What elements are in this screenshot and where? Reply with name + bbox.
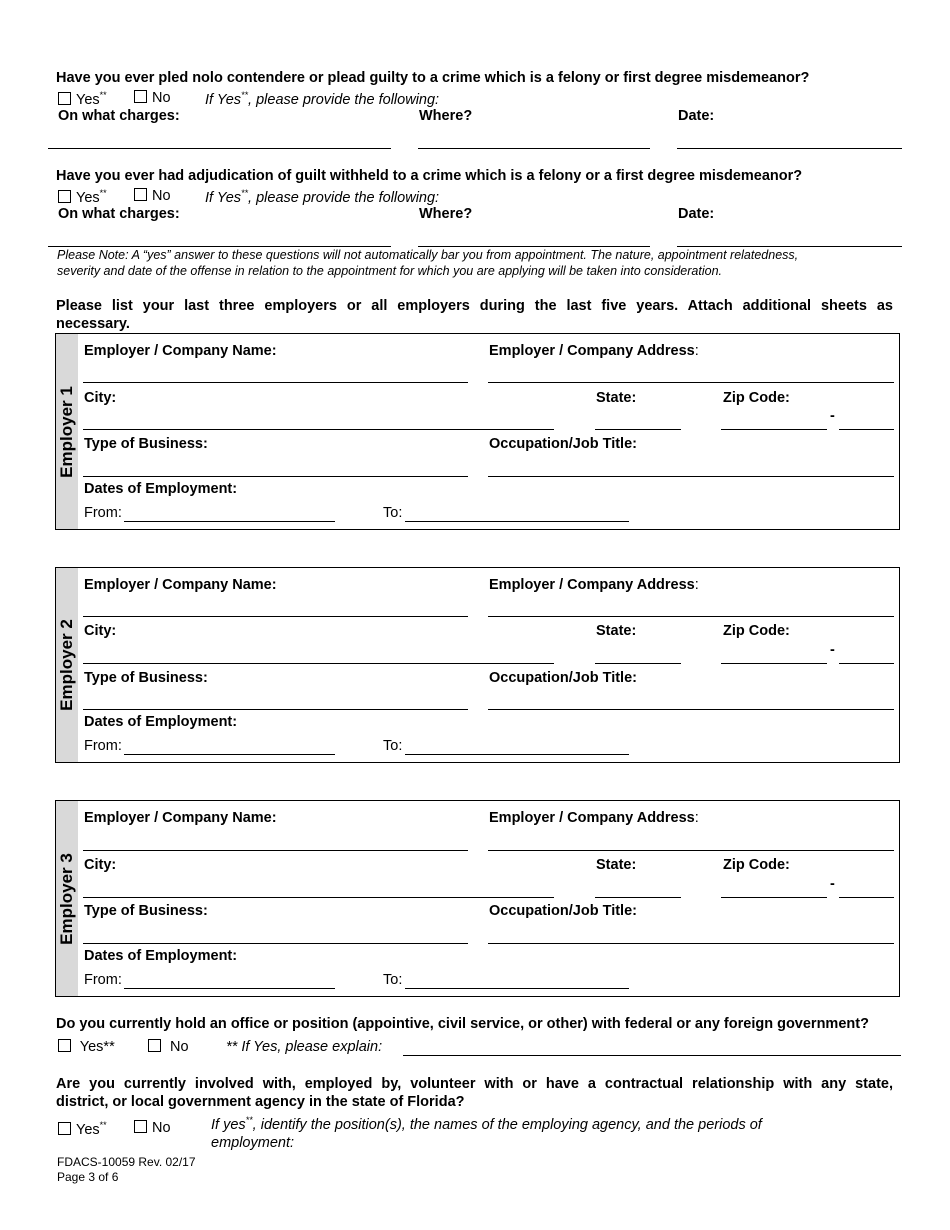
question-government-office: Do you currently hold an office or position (appointive, civil service, or other) with federal or any foreign government?: [56, 1016, 869, 1032]
q1-charges-line[interactable]: [48, 148, 391, 149]
employer-3-zip-line[interactable]: [721, 897, 827, 898]
q1-date-line[interactable]: [677, 148, 902, 149]
q4-yes-checkbox[interactable]: [58, 1122, 71, 1135]
q3-no-option[interactable]: [148, 1039, 189, 1055]
employer-3-from-line[interactable]: [124, 988, 335, 989]
employer-1-zip-line[interactable]: [721, 429, 827, 430]
employer-2-zip-line[interactable]: [721, 663, 827, 664]
q2-if-yes-mark: **: [241, 188, 249, 198]
q1-no-option[interactable]: [134, 90, 171, 106]
employer-1-address-colon: :: [694, 343, 699, 359]
employer-3-state-line[interactable]: [595, 897, 681, 898]
employers-instructions: [56, 297, 893, 333]
q2-if-yes-instruction: [205, 188, 439, 206]
q2-yes-checkbox[interactable]: [58, 190, 71, 203]
employer-1-to-line[interactable]: [405, 521, 629, 522]
q3-yes-label: Yes**: [79, 1039, 115, 1055]
employer-2-company-address-text: Employer / Company Address: [489, 577, 695, 593]
q2-where-label: Where?: [419, 206, 473, 222]
employer-1-company-name-line[interactable]: [83, 382, 468, 383]
employer-1-company-address-text: Employer / Company Address: [489, 343, 695, 359]
employer-1-section: [55, 333, 900, 530]
q1-yes-checkbox[interactable]: [58, 92, 71, 105]
employer-3-company-address-text: Employer / Company Address: [489, 810, 695, 826]
employer-3-company-address-line[interactable]: [488, 850, 894, 851]
q4-line-2: district, or local government agency in the state of Florida?: [56, 1094, 465, 1110]
q4-if-yes-instruction: [211, 1111, 762, 1152]
employer-2-section: [55, 567, 900, 763]
employer-2-address-colon: :: [694, 577, 699, 593]
employer-1-company-address-line[interactable]: [488, 382, 894, 383]
employer-3-side-label: [56, 801, 78, 996]
employer-3-state-label: State:: [596, 857, 637, 873]
employer-3-dates-label: Dates of Employment:: [84, 948, 238, 964]
employer-1-company-name-label: Employer / Company Name:: [84, 343, 277, 359]
employer-1-zip-ext-line[interactable]: [839, 429, 894, 430]
employer-2-side-label: [56, 568, 78, 762]
employer-1-occupation-line[interactable]: [488, 476, 894, 477]
employer-1-to-label: To:: [383, 505, 403, 521]
employer-1-from-label: From:: [84, 505, 122, 521]
employer-3-city-label: City:: [84, 857, 117, 873]
employer-2-type-label: Type of Business:: [84, 670, 208, 686]
employer-1-zip-dash: -: [830, 408, 835, 424]
employer-1-side-label: [56, 334, 78, 529]
employer-3-company-name-label: Employer / Company Name:: [84, 810, 277, 826]
q4-if-yes-line-1: [211, 1111, 762, 1134]
q1-if-yes-mark: **: [241, 90, 249, 100]
employer-1-from-line[interactable]: [124, 521, 335, 522]
employer-3-zip-dash: -: [830, 876, 835, 892]
question-nolo-contendere: Have you ever pled nolo contendere or plead guilty to a crime which is a felony or first degree misdemeanor?: [56, 70, 810, 86]
employer-3-type-line[interactable]: [83, 943, 468, 944]
employer-3-section: [55, 800, 900, 997]
employer-1-state-line[interactable]: [595, 429, 681, 430]
note-line-1: Please Note: A “yes” answer to these questions will not automatically bar you from appointment. The nature, appointment relatedness,: [57, 248, 799, 262]
q3-explain-label: ** If Yes, please explain:: [226, 1039, 383, 1055]
q4-if-yes-text: If yes: [211, 1116, 246, 1133]
q1-charges-label: On what charges:: [58, 108, 180, 124]
page-footer: [57, 1155, 196, 1185]
q1-no-label: No: [152, 90, 171, 106]
question-florida-agency: [56, 1075, 893, 1111]
employer-3-to-label: To:: [383, 972, 403, 988]
employers-intro-line-1: Please list your last three employers or all employers during the last five years. Attach additional sheets as: [56, 298, 893, 314]
q3-yes-option[interactable]: [58, 1039, 115, 1055]
employer-1-side-text: Employer 1: [57, 385, 76, 478]
employer-2-from-line[interactable]: [124, 754, 335, 755]
q4-line-1: Are you currently involved with, employed by, volunteer with or have a contractual relationship with any state,: [56, 1076, 893, 1092]
q1-if-yes-rest: , please provide the following:: [248, 91, 440, 108]
q2-yes-label: Yes: [76, 189, 100, 206]
q3-yes-checkbox[interactable]: [58, 1039, 71, 1052]
q4-yes-label: Yes: [76, 1121, 100, 1138]
employer-3-occupation-line[interactable]: [488, 943, 894, 944]
employer-3-to-line[interactable]: [405, 988, 629, 989]
q2-no-label: No: [152, 188, 171, 204]
q1-if-yes-instruction: [205, 90, 439, 108]
employer-1-city-label: City:: [84, 390, 117, 406]
employer-2-company-address-line[interactable]: [488, 616, 894, 617]
employer-2-state-label: State:: [596, 623, 637, 639]
employer-3-city-line[interactable]: [83, 897, 554, 898]
employer-2-state-line[interactable]: [595, 663, 681, 664]
q3-explain-line[interactable]: [403, 1055, 901, 1056]
employer-3-address-colon: :: [694, 810, 699, 826]
q1-where-label: Where?: [419, 108, 473, 124]
q1-yes-option[interactable]: [58, 90, 107, 108]
employer-3-side-text: Employer 3: [57, 852, 76, 945]
q4-if-yes-line-2: employment:: [211, 1134, 295, 1151]
form-id: FDACS-10059 Rev. 02/17: [57, 1155, 196, 1169]
employer-3-type-label: Type of Business:: [84, 903, 208, 919]
q1-no-checkbox[interactable]: [134, 90, 147, 103]
q4-if-yes-rest-1: , identify the position(s), the names of the employing agency, and the periods of: [252, 1116, 762, 1133]
employer-2-company-address-label: [489, 577, 699, 593]
employer-2-from-label: From:: [84, 738, 122, 754]
q4-if-yes-mark: **: [245, 1115, 253, 1125]
employer-1-dates-label: Dates of Employment:: [84, 481, 238, 497]
q2-yes-mark: **: [99, 188, 107, 198]
employer-1-zip-label: Zip Code:: [723, 390, 790, 406]
q4-no-checkbox[interactable]: [134, 1120, 147, 1133]
employer-2-to-label: To:: [383, 738, 403, 754]
employer-3-zip-ext-line[interactable]: [839, 897, 894, 898]
employer-3-from-label: From:: [84, 972, 122, 988]
employer-1-company-address-label: [489, 343, 699, 359]
q3-no-label: No: [170, 1039, 189, 1055]
employer-3-occupation-label: Occupation/Job Title:: [489, 903, 637, 919]
q1-yes-mark: **: [99, 90, 107, 100]
employer-2-city-label: City:: [84, 623, 117, 639]
q1-yes-label: Yes: [76, 91, 100, 108]
employer-2-type-line[interactable]: [83, 709, 468, 710]
question-adjudication-withheld: Have you ever had adjudication of guilt withheld to a crime which is a felony or a first degree misdemeanor?: [56, 168, 803, 184]
employer-2-zip-ext-line[interactable]: [839, 663, 894, 664]
employer-3-company-address-label: [489, 810, 699, 826]
q2-charges-label: On what charges:: [58, 206, 180, 222]
employer-1-occupation-label: Occupation/Job Title:: [489, 436, 637, 452]
page-number: Page 3 of 6: [57, 1170, 119, 1184]
q2-no-option[interactable]: [134, 188, 171, 204]
employer-3-zip-label: Zip Code:: [723, 857, 790, 873]
employer-3-company-name-line[interactable]: [83, 850, 468, 851]
employer-2-city-line[interactable]: [83, 663, 554, 664]
q4-yes-option[interactable]: [58, 1120, 107, 1138]
q1-where-line[interactable]: [418, 148, 650, 149]
employer-2-dates-label: Dates of Employment:: [84, 714, 238, 730]
employer-2-company-name-label: Employer / Company Name:: [84, 577, 277, 593]
employer-2-side-text: Employer 2: [57, 619, 76, 711]
employers-intro-line-2: necessary.: [56, 316, 130, 332]
q4-no-label: No: [152, 1120, 171, 1136]
employer-2-zip-dash: -: [830, 642, 835, 658]
employer-2-occupation-label: Occupation/Job Title:: [489, 670, 637, 686]
please-note: [57, 247, 907, 279]
q2-date-label: Date:: [678, 206, 715, 222]
q2-yes-option[interactable]: [58, 188, 107, 206]
employer-2-company-name-line[interactable]: [83, 616, 468, 617]
q1-if-yes-text: If Yes: [205, 91, 242, 108]
q2-if-yes-rest: , please provide the following:: [248, 189, 440, 206]
employer-2-occupation-line[interactable]: [488, 709, 894, 710]
employer-1-type-line[interactable]: [83, 476, 468, 477]
q2-no-checkbox[interactable]: [134, 188, 147, 201]
q2-if-yes-text: If Yes: [205, 189, 242, 206]
employer-1-state-label: State:: [596, 390, 637, 406]
q3-no-checkbox[interactable]: [148, 1039, 161, 1052]
employer-2-to-line[interactable]: [405, 754, 629, 755]
q4-yes-mark: **: [99, 1120, 107, 1130]
employer-1-city-line[interactable]: [83, 429, 554, 430]
employer-2-zip-label: Zip Code:: [723, 623, 790, 639]
q4-no-option[interactable]: [134, 1120, 171, 1136]
note-line-2: severity and date of the offense in relation to the appointment for which you are applying will be taken into consideration.: [57, 264, 722, 278]
employer-1-type-label: Type of Business:: [84, 436, 208, 452]
q1-date-label: Date:: [678, 108, 715, 124]
